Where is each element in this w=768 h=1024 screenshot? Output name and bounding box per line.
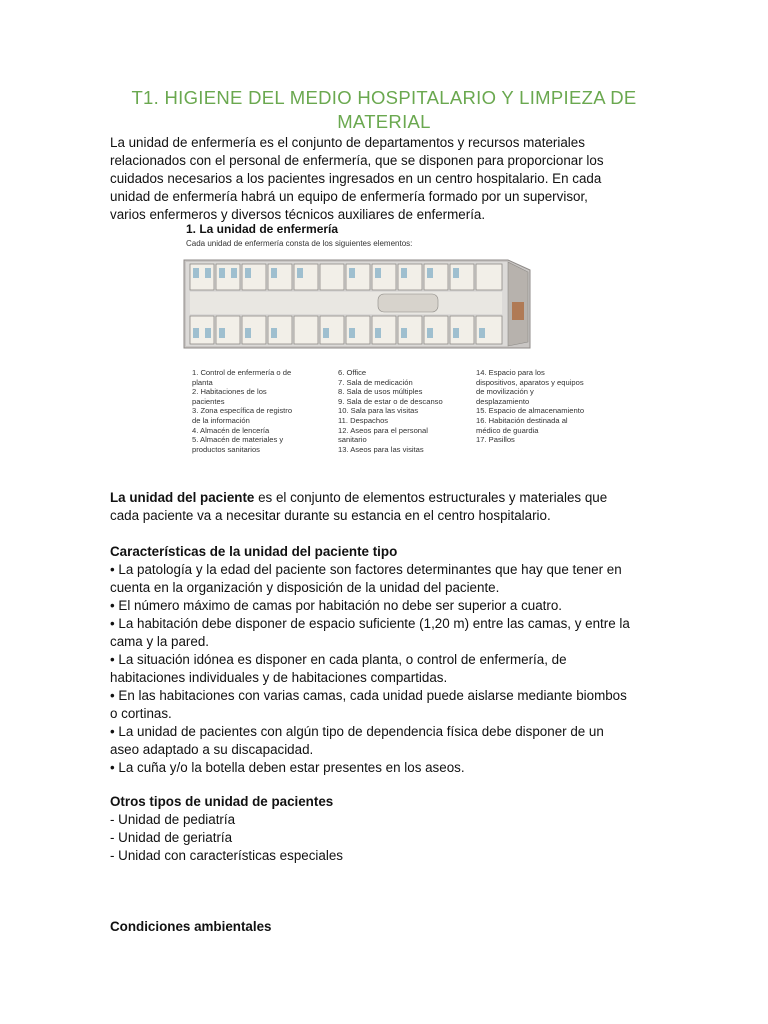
legend-item: 7. Sala de medicación <box>338 377 413 387</box>
text-line: • La cuña y/o la botella deben estar presentes en los aseos. <box>110 760 465 775</box>
legend-column-3 <box>476 368 584 445</box>
section-heading: Condiciones ambientales <box>110 919 272 934</box>
text-line <box>110 489 650 507</box>
legend-item: dispositivos, aparatos y equipos <box>476 377 584 387</box>
legend-item: planta <box>192 377 213 387</box>
legend-item: desplazamiento <box>476 396 530 406</box>
legend-item: 8. Sala de usos múltiples <box>338 387 423 397</box>
text-line: o cortinas. <box>110 706 172 721</box>
floor-plan-illustration <box>178 252 606 362</box>
characteristics-section <box>110 543 650 777</box>
legend-item: 6. Office <box>338 368 367 377</box>
text-line: • La habitación debe disponer de espacio suficiente (1,20 m) entre las camas, y entre la <box>110 616 630 631</box>
title-line-1: T1. HIGIENE DEL MEDIO HOSPITALARIO Y LIMPIEZA DE <box>131 87 637 108</box>
text-line: • La unidad de pacientes con algún tipo de dependencia física debe disponer de un <box>110 724 604 739</box>
legend-item: 1. Control de enfermería o de <box>192 368 292 377</box>
legend-item: 4. Almacén de lencería <box>192 425 270 435</box>
legend-item: 11. Despachos <box>338 415 389 425</box>
figure-subtitle: Cada unidad de enfermería consta de los siguientes elementos: <box>186 239 413 248</box>
nursing-unit-figure <box>178 222 606 458</box>
list-item: - Unidad de geriatría <box>110 830 233 845</box>
other-types-section <box>110 793 650 865</box>
text-line: • En las habitaciones con varias camas, cada unidad puede aislarse mediante biombos <box>110 688 627 703</box>
legend-item: 3. Zona específica de registro <box>192 406 293 416</box>
legend-item: 14. Espacio para los <box>476 368 545 377</box>
text-line: La unidad de enfermería es el conjunto de departamentos y recursos materiales <box>110 135 585 150</box>
legend-item: 13. Aseos para las visitas <box>338 444 424 454</box>
text-line: relacionados con el personal de enfermería, que se disponen para proporcionar los <box>110 153 604 168</box>
legend-item: productos sanitarios <box>192 444 260 454</box>
text-line: • La situación idónea es disponer en cada planta, o control de enfermería, de <box>110 652 567 667</box>
text-line: aseo adaptado a su discapacidad. <box>110 742 314 757</box>
list-item: - Unidad con características especiales <box>110 848 343 863</box>
section-heading: Características de la unidad del paciente tipo <box>110 544 398 559</box>
list-item: - Unidad de pediatría <box>110 812 236 827</box>
text-span: es el conjunto de elementos estructurales y materiales que <box>254 490 608 505</box>
text-line: habitaciones individuales y de habitaciones compartidas. <box>110 670 448 685</box>
figure-title: 1. La unidad de enfermería <box>186 222 339 236</box>
legend-item: 15. Espacio de almacenamiento <box>476 406 585 416</box>
legend-item: 16. Habitación destinada al <box>476 415 568 425</box>
text-line: • La patología y la edad del paciente son factores determinantes que hay que tener en <box>110 562 622 577</box>
text-line: cama y la pared. <box>110 634 209 649</box>
text-line: varios enfermeros y diversos técnicos auxiliares de enfermería. <box>110 207 486 222</box>
legend-item: 12. Aseos para el personal <box>338 425 428 435</box>
section-heading: Otros tipos de unidad de pacientes <box>110 794 334 809</box>
legend-item: 10. Sala para las visitas <box>338 406 419 416</box>
bold-term: La unidad del paciente <box>110 490 255 505</box>
legend-item: de la información <box>192 415 250 425</box>
text-line: cada paciente va a necesitar durante su estancia en el centro hospitalario. <box>110 508 551 523</box>
title-line-2: MATERIAL <box>337 111 431 132</box>
environment-section <box>110 918 650 936</box>
text-line: cuidados necesarios a los pacientes ingresados en un centro hospitalario. En cada <box>110 171 602 186</box>
text-line: unidad de enfermería habrá un equipo de enfermería formado por un supervisor, <box>110 189 588 204</box>
page-title <box>110 86 658 134</box>
legend-item: médico de guardia <box>476 425 539 435</box>
legend-item: sanitario <box>338 435 367 445</box>
intro-paragraph <box>110 134 650 224</box>
legend-item: pacientes <box>192 396 225 406</box>
legend-column-1 <box>192 368 292 454</box>
legend-item: de movilización y <box>476 387 534 397</box>
legend-item: 9. Sala de estar o de descanso <box>338 396 443 406</box>
text-line: cuenta en la organización y disposición de la unidad del paciente. <box>110 580 500 595</box>
legend-item: 5. Almacén de materiales y <box>192 435 284 445</box>
text-line: • El número máximo de camas por habitación no debe ser superior a cuatro. <box>110 598 563 613</box>
legend-item: 2. Habitaciones de los <box>192 387 267 397</box>
legend-item: 17. Pasillos <box>476 435 515 445</box>
unit-definition-paragraph <box>110 489 650 525</box>
legend-column-2 <box>338 368 443 454</box>
